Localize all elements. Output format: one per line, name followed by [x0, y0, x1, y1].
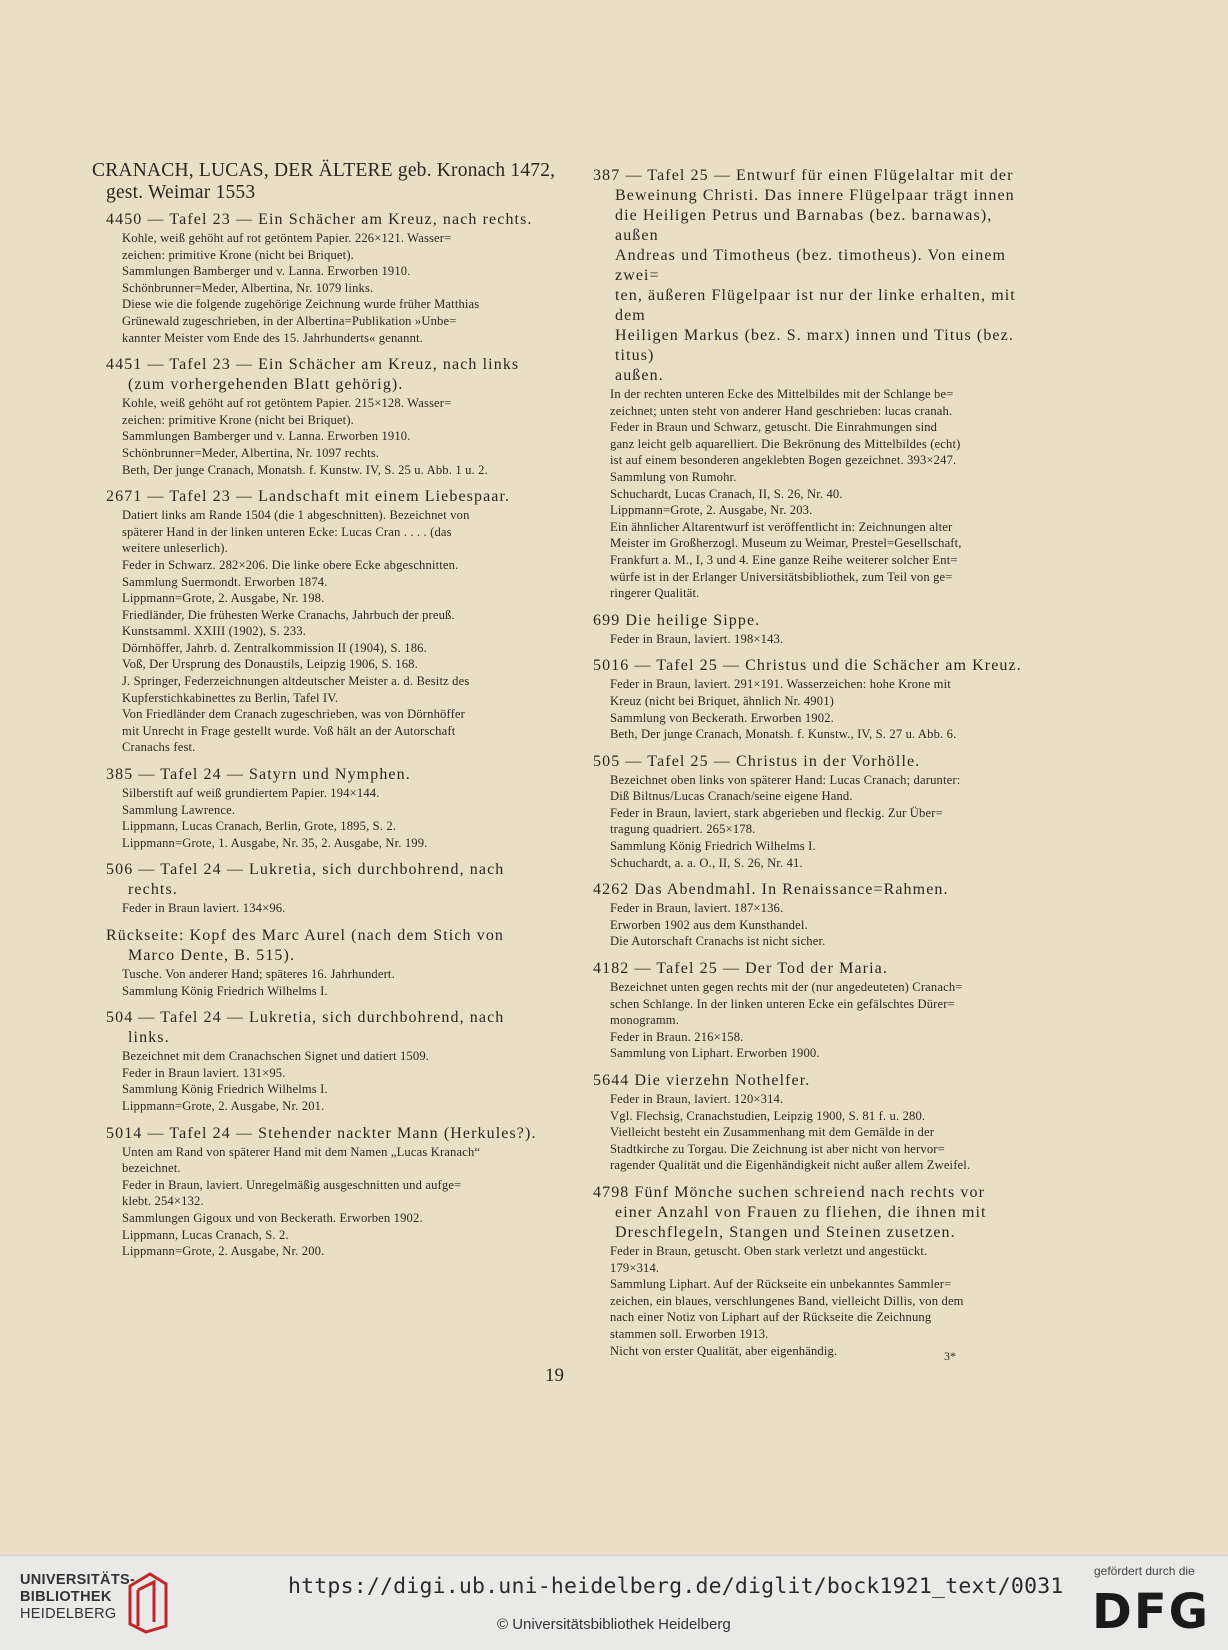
- entry-detail-line: Friedländer, Die frühesten Werke Cranachs, Jahrbuch der preuß.: [122, 607, 455, 622]
- entry-title-continuation: die Heiligen Petrus und Barnabas (bez. barnawas), außen: [615, 207, 993, 244]
- entry-title-text: 5644 Die vierzehn Nothelfer.: [593, 1072, 811, 1089]
- entry-title: [593, 959, 1039, 979]
- entry-title-text: 699 Die heilige Sippe.: [593, 611, 761, 629]
- library-logo-icon[interactable]: [126, 1572, 170, 1634]
- entry-detail-line: Feder in Braun, laviert. 120×314.: [610, 1092, 784, 1106]
- entry-detail-line: Sammlung Liphart. Auf der Rückseite ein unbekanntes Sammler=: [610, 1277, 952, 1292]
- entry-detail-line: Frankfurt a. M., I, 3 und 4. Eine ganze Reihe weiterer solcher Ent=: [610, 552, 958, 567]
- right-column: [593, 166, 1039, 1368]
- entry-detail-line: Schönbrunner=Meder, Albertina, Nr. 1097 rechts.: [122, 445, 380, 460]
- entry-detail-line: Feder in Braun, laviert. Unregelmäßig ausgeschnitten und aufge=: [122, 1177, 462, 1192]
- entry-title-text: 4182 — Tafel 25 — Der Tod der Maria.: [593, 960, 888, 978]
- entry-detail-line: stammen soll. Erworben 1913.: [610, 1326, 769, 1341]
- library-name-line3: HEIDELBERG: [20, 1606, 117, 1622]
- entry-detail-line: Bezeichnet oben links von späterer Hand: Lucas Cranach; darunter:: [610, 772, 961, 787]
- entry-detail-line: Feder in Braun, getuscht. Oben stark verletzt und angestückt.: [610, 1243, 928, 1258]
- entry-title: [593, 1183, 1039, 1243]
- entry-detail-line: Kohle, weiß gehöht auf rot getöntem Papier. 215×128. Wasser=: [122, 396, 452, 411]
- entry-title-continuation: Marco Dente, B. 515).: [128, 947, 296, 964]
- entry-detail-line: schen Schlange. In der linken unteren Ecke ein gefälschtes Dürer=: [610, 996, 955, 1011]
- entry-detail-line: Feder in Braun laviert. 134×96.: [122, 901, 286, 916]
- entry-title-text: 505 — Tafel 25 — Christus in der Vorhölle.: [593, 752, 921, 770]
- entry-detail-line: Beth, Der junge Cranach, Monatsh. f. Kunstw., IV, S. 27 u. Abb. 6.: [610, 727, 957, 742]
- right-entries: [593, 166, 1039, 1359]
- entry-detail-line: Voß, Der Ursprung des Donaustils, Leipzig 1906, S. 168.: [122, 657, 418, 672]
- entry-title-continuation: Beweinung Christi. Das innere Flügelpaar trägt innen: [615, 187, 1015, 204]
- entry-detail-line: kannter Meister vom Ende des 15. Jahrhunderts« genannt.: [122, 330, 423, 345]
- entry-title-text: 5016 — Tafel 25 — Christus und die Schächer am Kreuz.: [593, 657, 1022, 675]
- entry-detail-line: ist auf einem besonderen angeklebten Bogen gezeichnet. 393×247.: [610, 453, 957, 468]
- entry-detail-line: Sammlung von Rumohr.: [610, 469, 737, 484]
- catalog-entry: [92, 210, 556, 346]
- entry-detail-line: Schuchardt, Lucas Cranach, II, S. 26, Nr. 40.: [610, 486, 843, 501]
- entry-detail-line: Feder in Schwarz. 282×206. Die linke obere Ecke abgeschnitten.: [122, 557, 459, 572]
- entry-title: [92, 487, 556, 507]
- catalog-entry: [92, 355, 556, 478]
- entry-detail-line: Sammlungen Gigoux und von Beckerath. Erworben 1902.: [122, 1210, 423, 1225]
- entry-detail-line: Vielleicht besteht ein Zusammenhang mit dem Gemälde in der: [610, 1125, 935, 1140]
- catalog-entry: [593, 959, 1039, 1062]
- entry-detail-line: Sammlung König Friedrich Wilhelms I.: [122, 983, 328, 998]
- entry-detail-line: Sammlung von Beckerath. Erworben 1902.: [610, 710, 834, 725]
- entry-title: [92, 765, 556, 785]
- catalog-entry: [92, 926, 556, 999]
- entry-title-text: 4798 Fünf Mönche suchen schreiend nach rechts vor: [593, 1183, 986, 1201]
- entry-title-text: 385 — Tafel 24 — Satyrn und Nymphen.: [106, 766, 411, 784]
- entry-detail-line: zeichen, ein blaues, verschlungenes Band, vielleicht Dillis, von dem: [610, 1293, 964, 1308]
- entry-detail-line: ragender Qualität und die Eigenhändigkeit nicht außer allem Zweifel.: [610, 1158, 971, 1173]
- entry-detail-line: zeichnet; unten steht von anderer Hand geschrieben: lucas cranah.: [610, 403, 953, 418]
- entry-detail-line: Feder in Braun, laviert. 187×136.: [610, 901, 784, 916]
- entry-title-text: 4450 — Tafel 23 — Ein Schächer am Kreuz, nach rechts.: [106, 211, 533, 228]
- entry-detail-line: Lippmann=Grote, 2. Ausgabe, Nr. 201.: [122, 1098, 325, 1113]
- catalog-entry: [92, 860, 556, 917]
- entry-detail-line: tragung quadriert. 265×178.: [610, 822, 756, 837]
- entry-detail-line: Sammlung König Friedrich Wilhelms I.: [610, 839, 816, 854]
- entry-detail-line: Erworben 1902 aus dem Kunsthandel.: [610, 917, 808, 932]
- entry-detail-line: ringerer Qualität.: [610, 586, 700, 601]
- entry-detail-line: ganz leicht gelb aquarelliert. Die Bekrönung des Mittelbildes (echt): [610, 436, 961, 451]
- permalink-url[interactable]: https://digi.ub.uni-heidelberg.de/diglit/bock1921_text/0031: [288, 1574, 1064, 1599]
- entry-title: [593, 752, 1039, 772]
- entry-detail-line: Silberstift auf weiß grundiertem Papier. 194×144.: [122, 786, 380, 801]
- entry-title-text: 5014 — Tafel 24 — Stehender nackter Mann (Herkules?).: [106, 1124, 537, 1142]
- entry-detail-line: Diß Biltnus/Lucas Cranach/seine eigene Hand.: [610, 789, 853, 804]
- entry-detail-line: Lippmann, Lucas Cranach, Berlin, Grote, 1895, S. 2.: [122, 819, 397, 834]
- entry-detail-line: Feder in Braun. 216×158.: [610, 1029, 744, 1044]
- entry-detail-line: bezeichnet.: [122, 1161, 181, 1176]
- catalog-entry: [593, 752, 1039, 872]
- entry-title-continuation: rechts.: [128, 881, 178, 899]
- entry-detail-line: Sammlung Suermondt. Erworben 1874.: [122, 574, 328, 589]
- entry-detail-line: Feder in Braun, laviert. 198×143.: [610, 631, 784, 646]
- entry-detail-line: Schönbrunner=Meder, Albertina, Nr. 1079 links.: [122, 280, 374, 295]
- catalog-entry: [593, 1071, 1039, 1174]
- entry-detail-line: Dörnhöffer, Jahrb. d. Zentralkommission II (1904), S. 186.: [122, 640, 427, 655]
- entry-detail-line: Kupferstichkabinettes zu Berlin, Tafel IV.: [122, 690, 339, 705]
- entry-detail-line: Die Autorschaft Cranachs ist nicht sicher.: [610, 934, 826, 949]
- entry-detail-line: Bezeichnet unten gegen rechts mit der (nur angedeuteten) Cranach=: [610, 980, 963, 995]
- catalog-entry: [593, 880, 1039, 950]
- entry-detail-line: Feder in Braun und Schwarz, getuscht. Die Einrahmungen sind: [610, 420, 938, 435]
- entry-title-text: Rückseite: Kopf des Marc Aurel (nach dem Stich von: [106, 927, 505, 944]
- catalog-entry: [593, 611, 1039, 648]
- entry-detail-line: 179×314.: [610, 1260, 660, 1275]
- signature-mark: 3*: [944, 1349, 956, 1363]
- entry-title: [593, 611, 1039, 631]
- entry-title-continuation: einer Anzahl von Frauen zu fliehen, die ihnen mit: [615, 1203, 987, 1221]
- entry-title-continuation: außen.: [615, 367, 664, 384]
- entry-detail-line: Tusche. Von anderer Hand; späteres 16. Jahrhundert.: [122, 967, 395, 981]
- entry-detail-line: Unten am Rand von späterer Hand mit dem Namen „Lucas Kranach“: [122, 1144, 481, 1159]
- artist-heading-title: CRANACH, LUCAS, DER ÄLTERE geb. Kronach 1472,: [92, 160, 556, 181]
- entry-title-text: 387 — Tafel 25 — Entwurf für einen Flügelaltar mit der: [593, 167, 1014, 184]
- entry-title: [92, 1124, 556, 1144]
- page-number: 19: [545, 1365, 564, 1386]
- entry-detail-line: Kunstsamml. XXIII (1902), S. 233.: [122, 624, 307, 639]
- entry-detail-line: Lippmann=Grote, 2. Ausgabe, Nr. 203.: [610, 503, 813, 518]
- catalog-entry: [92, 487, 556, 756]
- entry-detail-line: Kohle, weiß gehöht auf rot getöntem Papier. 226×121. Wasser=: [122, 231, 452, 245]
- entry-title-text: 2671 — Tafel 23 — Landschaft mit einem Liebespaar.: [106, 488, 511, 506]
- entry-detail-line: Stadtkirche zu Torgau. Die Zeichnung ist aber nicht von hervor=: [610, 1141, 945, 1156]
- entry-detail-line: In der rechten unteren Ecke des Mittelbildes mit der Schlange be=: [610, 387, 954, 401]
- entry-detail-line: zeichen: primitive Krone (nicht bei Briquet).: [122, 412, 354, 427]
- entry-detail-line: J. Springer, Federzeichnungen altdeutscher Meister a. d. Besitz des: [122, 674, 470, 689]
- entry-detail-line: Feder in Braun, laviert, stark abgerieben und fleckig. Zur Über=: [610, 805, 943, 820]
- entry-title: [92, 926, 556, 966]
- entry-detail-line: Beth, Der junge Cranach, Monatsh. f. Kunstw. IV, S. 25 u. Abb. 1 u. 2.: [122, 462, 488, 477]
- entry-detail-line: Diese wie die folgende zugehörige Zeichnung wurde früher Matthias: [122, 297, 480, 312]
- catalog-entry: [593, 166, 1039, 602]
- entry-detail-line: mit Unrecht in Frage gestellt wurde. Voß hält an der Autorschaft: [122, 723, 456, 738]
- entry-detail-line: Lippmann=Grote, 1. Ausgabe, Nr. 35, 2. Ausgabe, Nr. 199.: [122, 835, 428, 850]
- entry-title: [593, 1071, 1039, 1091]
- entry-detail-line: Lippmann=Grote, 2. Ausgabe, Nr. 200.: [122, 1244, 325, 1259]
- entry-detail-line: Von Friedländer dem Cranach zugeschrieben, was von Dörnhöffer: [122, 707, 466, 722]
- entry-title-continuation: links.: [128, 1029, 170, 1047]
- library-name-line1: UNIVERSITÄTS-: [20, 1572, 136, 1588]
- entry-title: [593, 880, 1039, 900]
- catalog-entry: [593, 656, 1039, 742]
- entry-detail-line: späterer Hand in der linken unteren Ecke: Lucas Cran . . . . (das: [122, 524, 452, 539]
- catalog-entry: [92, 1124, 556, 1260]
- entry-title: [92, 1008, 556, 1048]
- entry-detail-line: nach einer Notiz von Liphart auf der Rückseite die Zeichnung: [610, 1310, 932, 1325]
- entry-detail-line: Cranachs fest.: [122, 740, 196, 755]
- entry-detail-line: Datiert links am Rande 1504 (die 1 abgeschnitten). Bezeichnet von: [122, 508, 470, 523]
- entry-detail-line: Ein ähnlicher Altarentwurf ist veröffentlicht in: Zeichnungen alter: [610, 519, 953, 534]
- entry-detail-line: Nicht von erster Qualität, aber eigenhändig.: [610, 1343, 838, 1358]
- entry-title-continuation: Andreas und Timotheus (bez. timotheus). Von einem zwei=: [615, 247, 1007, 284]
- entry-detail-line: Sammlung Lawrence.: [122, 802, 236, 817]
- entry-detail-line: Sammlungen Bamberger und v. Lanna. Erworben 1910.: [122, 429, 411, 444]
- entry-title-continuation: Heiligen Markus (bez. S. marx) innen und Titus (bez. titus): [615, 327, 1014, 364]
- entry-detail-line: Sammlung von Liphart. Erworben 1900.: [610, 1046, 820, 1061]
- footer-bar: [0, 1555, 1228, 1650]
- artist-heading-subtitle: gest. Weimar 1553: [106, 182, 256, 203]
- entry-detail-line: monogramm.: [610, 1013, 680, 1028]
- entry-title: [92, 355, 556, 395]
- entry-detail-line: Sammlung König Friedrich Wilhelms I.: [122, 1082, 328, 1097]
- library-name-line2: BIBLIOTHEK: [20, 1589, 112, 1605]
- funding-note: gefördert durch die: [1094, 1564, 1195, 1578]
- entry-detail-line: Lippmann, Lucas Cranach, S. 2.: [122, 1227, 289, 1242]
- entry-title-text: 506 — Tafel 24 — Lukretia, sich durchbohrend, nach: [106, 861, 505, 879]
- catalog-entry: [593, 1183, 1039, 1359]
- entry-title-continuation: Dreschflegeln, Stangen und Steinen zusetzen.: [615, 1223, 956, 1241]
- entry-title-continuation: ten, äußeren Flügelpaar ist nur der linke erhalten, mit dem: [615, 287, 1016, 324]
- entry-title: [593, 656, 1039, 676]
- entry-detail-line: würfe ist in der Erlanger Universitätsbibliothek, zum Teil von ge=: [610, 569, 953, 584]
- entry-detail-line: Grünewald zugeschrieben, in der Albertina=Publikation »Unbe=: [122, 313, 457, 328]
- entry-title-text: 504 — Tafel 24 — Lukretia, sich durchbohrend, nach: [106, 1009, 505, 1027]
- entry-detail-line: Feder in Braun, laviert. 291×191. Wasserzeichen: hohe Krone mit: [610, 677, 951, 692]
- entry-title-continuation: (zum vorhergehenden Blatt gehörig).: [128, 376, 404, 394]
- entry-title: [92, 860, 556, 900]
- entry-detail-line: klebt. 254×132.: [122, 1194, 204, 1209]
- copyright-notice: © Universitätsbibliothek Heidelberg: [497, 1616, 731, 1633]
- left-entries: [92, 210, 556, 1260]
- entry-detail-line: Feder in Braun laviert. 131×95.: [122, 1065, 286, 1080]
- entry-title-text: 4451 — Tafel 23 — Ein Schächer am Kreuz, nach links: [106, 356, 520, 374]
- entry-detail-line: Meister im Großherzogl. Museum zu Weimar, Prestel=Gesellschaft,: [610, 536, 962, 551]
- artist-heading: [92, 160, 556, 204]
- entry-title: [92, 210, 556, 230]
- entry-title: [593, 166, 1039, 386]
- library-name[interactable]: [20, 1572, 136, 1623]
- entry-detail-line: Schuchardt, a. a. O., II, S. 26, Nr. 41.: [610, 855, 803, 870]
- entry-detail-line: zeichen: primitive Krone (nicht bei Briquet).: [122, 247, 354, 262]
- entry-detail-line: Sammlungen Bamberger und v. Lanna. Erworben 1910.: [122, 264, 411, 279]
- dfg-logo[interactable]: DFG: [1092, 1584, 1211, 1640]
- catalog-entry: [92, 765, 556, 851]
- entry-detail-line: Lippmann=Grote, 2. Ausgabe, Nr. 198.: [122, 591, 325, 606]
- catalog-entry: [92, 1008, 556, 1114]
- entry-detail-line: Kreuz (nicht bei Briquet, ähnlich Nr. 4901): [610, 693, 834, 708]
- entry-title-text: 4262 Das Abendmahl. In Renaissance=Rahmen.: [593, 881, 949, 899]
- entry-detail-line: Vgl. Flechsig, Cranachstudien, Leipzig 1900, S. 81 f. u. 280.: [610, 1108, 926, 1123]
- left-column: [92, 160, 556, 1269]
- entry-detail-line: Bezeichnet mit dem Cranachschen Signet und datiert 1509.: [122, 1049, 430, 1064]
- entry-detail-line: weitere unleserlich).: [122, 541, 228, 556]
